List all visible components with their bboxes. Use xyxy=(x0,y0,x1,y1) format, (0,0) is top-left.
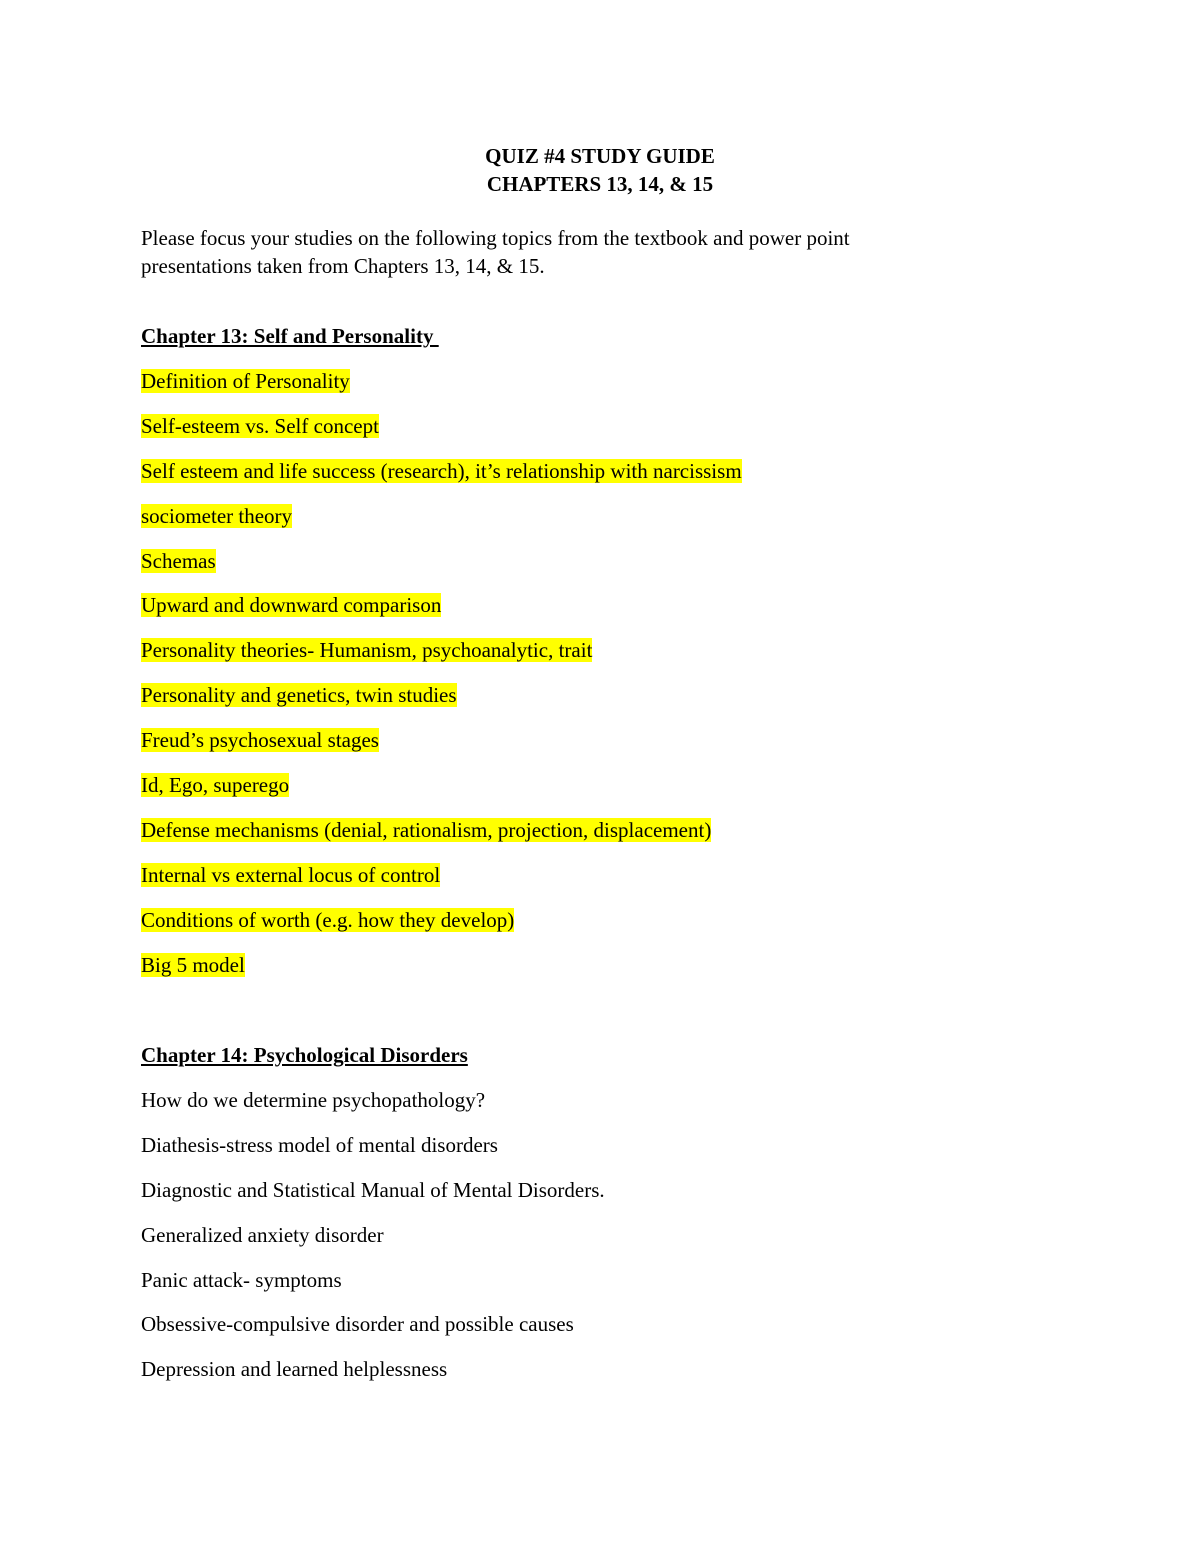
highlighted-topic: Conditions of worth (e.g. how they develop) xyxy=(141,907,515,932)
highlighted-topic: Big 5 model xyxy=(141,952,245,977)
highlighted-topic: sociometer theory xyxy=(141,503,293,528)
topic-text: Obsessive-compulsive disorder and possible causes xyxy=(141,1312,574,1337)
list-item xyxy=(141,726,742,771)
highlighted-topic: Defense mechanisms (denial, rationalism, projection, displacement) xyxy=(141,817,712,842)
intro-paragraph xyxy=(141,224,981,280)
highlighted-topic: Personality theories- Humanism, psychoanalytic, trait xyxy=(141,638,593,663)
highlighted-topic: Freud’s psychosexual stages xyxy=(141,728,379,753)
list-item xyxy=(141,591,742,636)
list-item xyxy=(141,547,742,592)
list-item xyxy=(141,816,742,861)
list-item xyxy=(141,1131,605,1176)
highlighted-topic: Self esteem and life success (research), it’s relationship with narcissism xyxy=(141,458,742,483)
list-item xyxy=(141,1221,605,1266)
list-item xyxy=(141,681,742,726)
list-item xyxy=(141,906,742,951)
list-item xyxy=(141,412,742,457)
highlighted-topic: Definition of Personality xyxy=(141,369,350,393)
list-item xyxy=(141,1266,605,1311)
list-item xyxy=(141,951,742,996)
intro-line-2: presentations taken from Chapters 13, 14, & 15. xyxy=(141,254,545,278)
title-line-2: CHAPTERS 13, 14, & 15 xyxy=(486,172,714,196)
chapter-13-heading: Chapter 13: Self and Personality xyxy=(141,324,439,348)
topic-text: How do we determine psychopathology? xyxy=(141,1088,486,1112)
highlighted-topic: Internal vs external locus of control xyxy=(141,862,441,887)
chapter-14-topic-list xyxy=(141,1086,605,1400)
list-item xyxy=(141,1086,605,1131)
document-title xyxy=(0,142,1200,198)
topic-text: Depression and learned helplessness xyxy=(141,1357,448,1382)
list-item xyxy=(141,1310,605,1355)
highlighted-topic: Upward and downward comparison xyxy=(141,593,442,618)
list-item xyxy=(141,457,742,502)
highlighted-topic: Personality and genetics, twin studies xyxy=(141,683,457,708)
list-item xyxy=(141,861,742,906)
highlighted-topic: Schemas xyxy=(141,548,216,573)
topic-text: Diathesis-stress model of mental disorders xyxy=(141,1132,498,1157)
highlighted-topic: Self-esteem vs. Self concept xyxy=(141,413,379,438)
topic-text: Diagnostic and Statistical Manual of Mental Disorders. xyxy=(141,1177,605,1202)
chapter-14-heading: Chapter 14: Psychological Disorders xyxy=(141,1043,468,1067)
list-item xyxy=(141,1176,605,1221)
topic-text: Panic attack- symptoms xyxy=(141,1267,342,1292)
title-line-1: QUIZ #4 STUDY GUIDE xyxy=(485,144,715,168)
highlighted-topic: Id, Ego, superego xyxy=(141,773,290,798)
topic-text: Generalized anxiety disorder xyxy=(141,1222,384,1247)
list-item xyxy=(141,1355,605,1400)
list-item xyxy=(141,367,742,412)
intro-line-1: Please focus your studies on the following topics from the textbook and power point xyxy=(141,226,850,250)
chapter-13-topic-list xyxy=(141,367,742,995)
list-item xyxy=(141,502,742,547)
list-item xyxy=(141,771,742,816)
list-item xyxy=(141,636,742,681)
